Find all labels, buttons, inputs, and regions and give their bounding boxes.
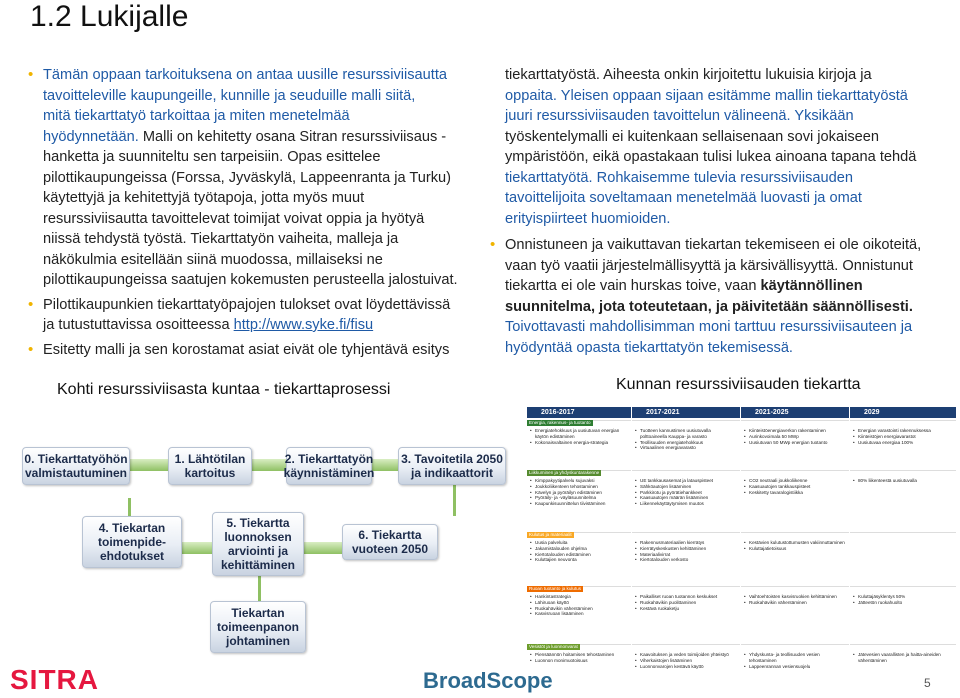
- roadmap-item: • Kuluttajien neuvonta: [535, 557, 629, 563]
- roadmap-item: • Kiinteistöenergiaverkon rakentaminen: [749, 428, 847, 434]
- period-header: 2016-2017: [527, 407, 631, 418]
- roadmap-item: • Energiatehokkuus ja uusiutuvan energian käytön edistäminen: [535, 428, 629, 440]
- continuation-paragraph: tiekarttatyöstä. Aiheesta onkin kirjoitettu lukuisia kirjoja ja oppaita. Yleisen oppaan sijaan esitämme mallin tiekarttatyöstä juuri resurssiviisauden tavoittelun välineenä. Yksikään työskentelymalli ei kuitenkaan sellaisenaan sovi jokaiseen ympäristöön, eikä opastakaan tulisi lukea ainoana tapana tehdä tiekarttatyötä. Rohkaisemme tulevia resurssiviisauden tavoittelijoita soveltamaan menetelmää luovasti ja omat erityispiirteet huomioiden.: [505, 67, 917, 227]
- roadmap-cell: [850, 470, 956, 530]
- step-6: 6. Tiekartta vuoteen 2050: [342, 524, 438, 560]
- roadmap-item: • Viherkaistojen lisääminen: [640, 658, 738, 664]
- roadmap-item: • Uusiutuvan 50 MWp energian tuotanto: [749, 440, 847, 446]
- page-number: 5: [924, 676, 931, 690]
- roadmap-item: • Uusiutuvaa energiaa 100%: [858, 440, 954, 446]
- roadmap-cell: [741, 420, 849, 468]
- roadmap-row: [527, 470, 957, 530]
- roadmap-cell: [741, 470, 849, 530]
- period-header: 2029: [850, 407, 956, 418]
- right-text-column: [490, 65, 950, 362]
- roadmap-row: [527, 644, 957, 692]
- roadmap-item: • Tuotteen kannustimen uusiutuvalla polttoaineella Kauppa- ja varasto: [640, 428, 738, 440]
- roadmap-item: • Ruokahävikin puolittaminen: [640, 600, 738, 606]
- roadmap-cell: [527, 586, 631, 642]
- roadmap-row: [527, 586, 957, 642]
- roadmap-header-row: [527, 407, 957, 418]
- roadmap-item: • Lähiruoan käyttö: [535, 600, 629, 606]
- roadmap-cell: [632, 586, 740, 642]
- roadmap-cell: [632, 644, 740, 692]
- step-3: 3. Tavoitetila 2050 ja indikaattorit: [398, 447, 506, 485]
- roadmap-item: • Lappeenrannan vesiensuojelu: [749, 664, 847, 670]
- roadmap-item: • Hankintastrategia: [535, 594, 629, 600]
- page-title: 1.2 Lukijalle: [30, 0, 189, 33]
- roadmap-item: • Kasvisruoan lisääminen: [535, 611, 629, 617]
- roadmap-item: • Vaihtoehtoisten kasvisruokien kehittäminen: [749, 594, 847, 600]
- roadmap-item: • Luonnonvarojen kestävä käyttö: [640, 664, 738, 670]
- roadmap-item: • Sähköautojen lisääminen: [640, 484, 738, 490]
- roadmap-row-label: Vesistöt ja luonnonvarat: [529, 644, 578, 649]
- roadmap-item: • Kuluttajäsyklentys 50%: [858, 594, 954, 600]
- period-header: 2021-2025: [741, 407, 849, 418]
- roadmap-item: • Kiertotalouden verkosto: [640, 557, 738, 563]
- results-paragraph: • Pilottikaupunkien tiekarttatyöpajojen tulokset ovat löydettävissä ja tutustuttavissa osoitteessa http://www.syke.fi/fisu: [28, 295, 498, 336]
- roadmap-row-label: Energia, rakennus- ja tuotanto: [529, 420, 591, 425]
- roadmap-item: • Kierrätyskeskusten kehittäminen: [640, 546, 738, 552]
- roadmap-item: • Virtuaalinen energiavarasto: [640, 445, 738, 451]
- roadmap-item: • Kaasuautojen määrän lisääminen: [640, 495, 738, 501]
- roadmap-item: • Kestävien kulutustottumusten vakiinnuttaminen: [749, 540, 847, 546]
- roadmap-item: • Yhdyskunta- ja teollisuuden vesien tehostaminen: [749, 652, 847, 664]
- roadmap-item: • Kokonaisvaltainen energia-strategia: [535, 440, 629, 446]
- roadmap-cell: [741, 532, 849, 584]
- broadscope-logo: BroadScope: [423, 668, 553, 693]
- roadmap-item: • Ruokahävikin vähentäminen: [749, 600, 847, 606]
- roadmap-item: • UE tankkausasemat ja latauspisteet: [640, 478, 738, 484]
- roadmap-cell: [850, 644, 956, 692]
- roadmap-item: • Liikennekäyttäytymisen muutos: [640, 501, 738, 507]
- roadmap-row: [527, 420, 957, 468]
- roadmap-item: • Joukkoliikenteen tehostaminen: [535, 484, 629, 490]
- roadmap-item: • Aurinkovoimala 50 MWp: [749, 434, 847, 440]
- connector-3-4b: [128, 498, 131, 516]
- step-5: 5. Tiekartta luonnoksen arviointi ja kehittäminen: [212, 512, 304, 576]
- arrow-1-2: [248, 459, 288, 471]
- roadmap-item: • Rakennusmateriaalien kierrätys: [640, 540, 738, 546]
- model-note-paragraph: • Esitetty malli ja sen korostamat asiat eivät ole tyhjentävä esitys: [28, 340, 498, 361]
- roadmap-cell: [741, 586, 849, 642]
- roadmap-item: • Jakamistalouden ohjelma: [535, 546, 629, 552]
- left-text-column: [28, 65, 498, 364]
- roadmap-row-label: Ruoan tuotanto ja kulutus: [529, 586, 582, 591]
- roadmap-item: • Teollisuuden energiatehokkuus: [640, 440, 738, 446]
- roadmap-item: • 80% liikenteestä uusiutuvalla: [858, 478, 954, 484]
- sitra-logo: SITRA: [10, 664, 99, 695]
- roadmap-item: • CO2 neutraali joukkoliikenne: [749, 478, 847, 484]
- roadmap-cell: [632, 420, 740, 468]
- intro-paragraph: • Tämän oppaan tarkoituksena on antaa uusille resurssiviisautta tavoitteleville kaupungeille, kunnille ja seuduille malli siitä, mitä tiekarttatyö tarkoittaa ja miten menetelmää hyödynnetään. Malli on kehitetty osana Sitran resurssiviisaus - hanketta ja suunniteltu sen tarpeisiin. Opas esittelee pilottikaupungeissa (Forssa, Jyväskylä, Lappeenranta ja Turku) käytettyjä ja kehitettyjä työtapoja, jotta myös muut resurssiviisautta tavoittelevat toimijat voivat oppia ja hyötyä niissä tehdystä työstä. Tiekarttatyön vaiheita, malleja ja näkökulmia esitellään siinä muodossa, millaiseksi ne pilottikaupungeissa saatujen kokemusten perusteella jalostuivat.: [28, 65, 498, 291]
- syke-link[interactable]: http://www.syke.fi/fisu: [233, 317, 374, 333]
- roadmap-cell: [850, 420, 956, 468]
- roadmap-cell: [741, 644, 849, 692]
- roadmap-item: • Kaavoituksen ja veden toimijoiden yhteistyö: [640, 652, 738, 658]
- step-0: 0. Tiekarttatyöhön valmistautuminen: [22, 447, 130, 485]
- roadmap-item: • Kaasuautojen tankkauspisteet: [749, 484, 847, 490]
- roadmap-row-label: Kulutus ja materiaalit: [529, 532, 572, 537]
- roadmap-row: [527, 532, 957, 584]
- success-paragraph: • Onnistuneen ja vaikuttavan tiekartan tekemiseen ei ole oikoteitä, vaan työ vaatii järjestelmällisyyttä ja kärsivällisyyttä. Onnistunut tiekartta ei ole vain hurskas toive, vaan käytännöllinen suunnitelma, jota toteutetaan, ja päivitetään säännöllisesti. Toivottavasti mahdollisimman moni tarttuu resurssiviisauteen ja hyödyntää opasta tiekarttatyön tekemisessä.: [490, 235, 950, 358]
- roadmap-cell: [632, 470, 740, 530]
- roadmap-cell: [527, 420, 631, 468]
- roadmap-item: • Kimppakyytipalvelu sujuvaksi: [535, 478, 629, 484]
- roadmap-item: • Kiertotalouden edistäminen: [535, 552, 629, 558]
- step-4: 4. Tiekartan toimenpide-ehdotukset: [82, 516, 182, 568]
- roadmap-item: • Kuluttajatietoisuus: [749, 546, 847, 552]
- roadmap-cell: [527, 532, 631, 584]
- period-header: 2017-2021: [632, 407, 740, 418]
- roadmap-item: • Materiaalivirrat: [640, 552, 738, 558]
- roadmap-item: • Piensäännön hoitamisen tehostaminen: [535, 652, 629, 658]
- roadmap-item: • Kaupunkisuunnittelun tiivistäminen: [535, 501, 629, 507]
- roadmap-item: • Jätevesien vaarallisten ja haitta-aineiden vähentäminen: [858, 652, 954, 664]
- roadmap-cell: [632, 532, 740, 584]
- connector-6-impl: [258, 575, 261, 603]
- roadmap-cell: [527, 470, 631, 530]
- roadmap-item: • Luonnon monimuotoisuus: [535, 658, 629, 664]
- roadmap-item: • Kiinteistöjen energiavarastot: [858, 434, 954, 440]
- roadmap-heading: Kunnan resurssiviisauden tiekartta: [616, 376, 861, 393]
- roadmap-item: • Ruokahävikin vähentäminen: [535, 606, 629, 612]
- roadmap-cell: [850, 586, 956, 642]
- roadmap-item: • Uusia palveluita: [535, 540, 629, 546]
- roadmap-row-label: Liikkuminen ja yhdyskuntarakenne: [529, 470, 600, 475]
- connector-3-4: [453, 484, 456, 516]
- process-heading: Kohti resurssiviisasta kuntaa - tiekarttaprosessi: [57, 381, 391, 398]
- roadmap-item: • Keskitetty tavaralogistiikka: [749, 490, 847, 496]
- roadmap-item: • Pyöräily- ja -väyläsuunnitelma: [535, 495, 629, 501]
- roadmap-item: • Jätteetön ruokahuolto: [858, 600, 954, 606]
- roadmap-cell: [850, 532, 956, 584]
- step-2: 2. Tiekarttatyön käynnistäminen: [286, 447, 372, 485]
- roadmap-item: • Parkkirotu ja pyörätiehankkeet: [640, 490, 738, 496]
- roadmap-rows: [527, 420, 957, 692]
- roadmap-table: [527, 407, 957, 692]
- roadmap-item: • Kestävä ruokaketju: [640, 606, 738, 612]
- roadmap-item: • Paikalliset ruoan tuotannon keskukset: [640, 594, 738, 600]
- roadmap-item: • Energian varastointi rakennuksessa: [858, 428, 954, 434]
- roadmap-item: • Kävelyn ja pyöräilyn edistäminen: [535, 490, 629, 496]
- step-implementation: Tiekartan toimeenpanon johtaminen: [210, 601, 306, 653]
- step-1: 1. Lähtötilan kartoitus: [168, 447, 252, 485]
